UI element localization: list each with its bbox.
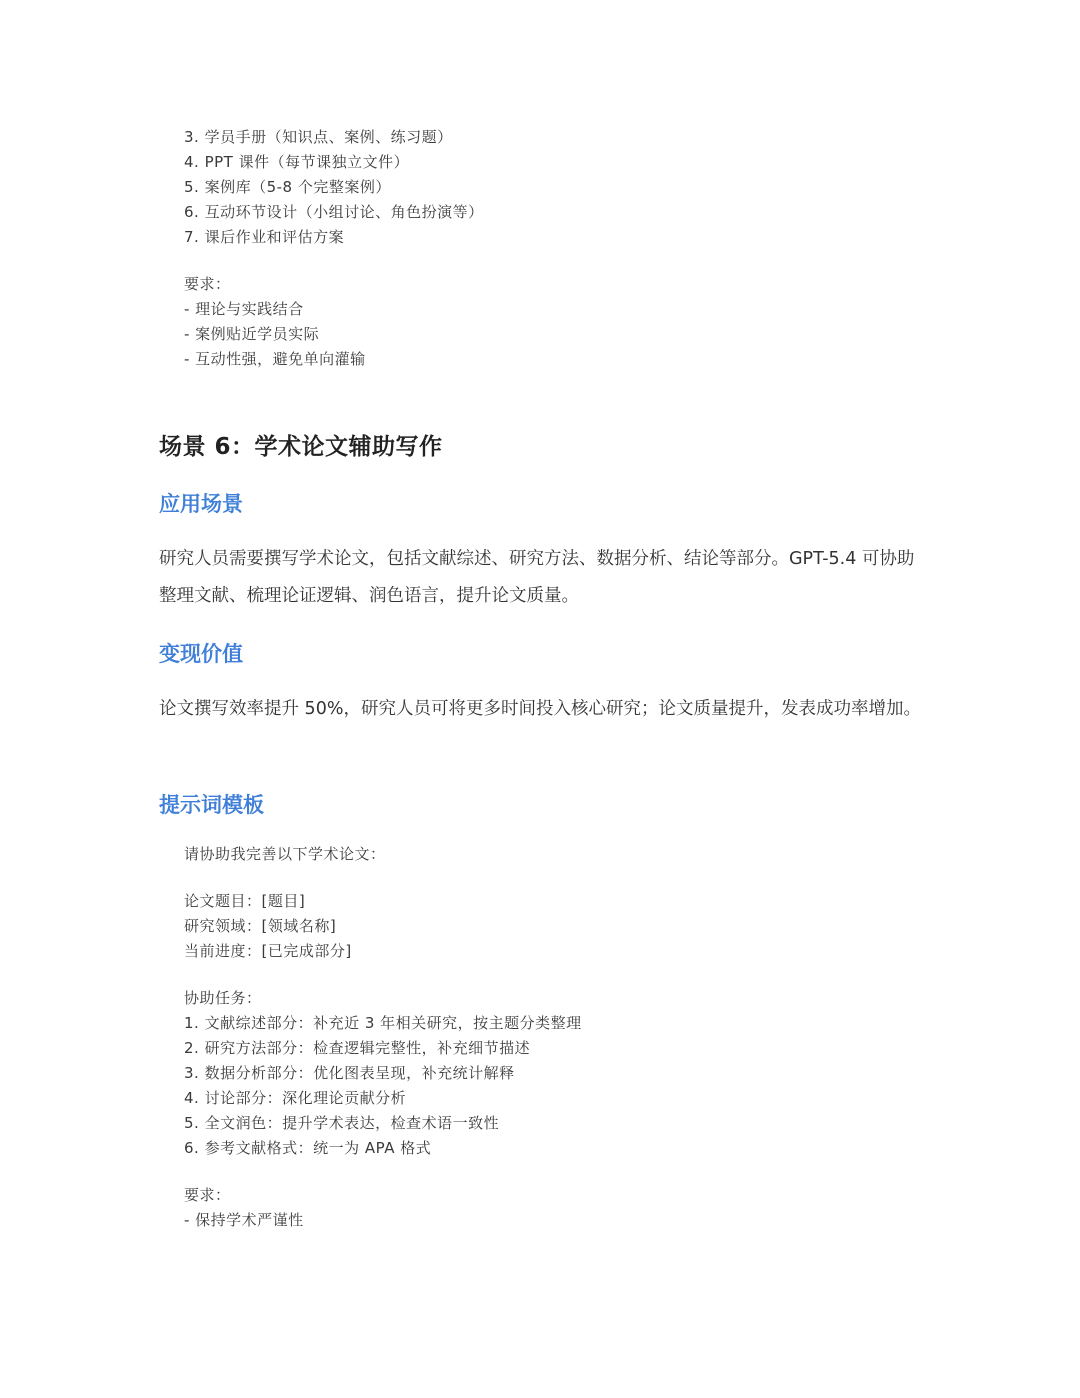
spacer bbox=[184, 867, 582, 889]
scene-title: 场景 6：学术论文辅助写作 bbox=[159, 434, 443, 460]
requirements-label: 要求： bbox=[184, 1186, 231, 1204]
spacer bbox=[184, 250, 484, 272]
requirement-item: - 理论与实践结合 bbox=[184, 300, 304, 318]
task-item: 1. 文献综述部分：补充近 3 年相关研究，按主题分类整理 bbox=[184, 1014, 582, 1032]
prompt-template-heading: 提示词模板 bbox=[159, 793, 264, 817]
task-item: 6. 参考文献格式：统一为 APA 格式 bbox=[184, 1139, 432, 1157]
requirement-item: - 保持学术严谨性 bbox=[184, 1211, 304, 1229]
spacer bbox=[184, 964, 582, 986]
task-item: 4. 讨论部分：深化理论贡献分析 bbox=[184, 1089, 407, 1107]
requirements-label: 要求： bbox=[184, 275, 231, 293]
list-item: 6. 互动环节设计（小组讨论、角色扮演等） bbox=[184, 203, 484, 221]
value-heading: 变现价值 bbox=[159, 642, 243, 666]
requirement-item: - 互动性强，避免单向灌输 bbox=[184, 350, 366, 368]
list-item: 3. 学员手册（知识点、案例、练习题） bbox=[184, 128, 453, 146]
requirement-item: - 案例贴近学员实际 bbox=[184, 325, 320, 343]
value-text: 论文撰写效率提升 50%，研究人员可将更多时间投入核心研究；论文质量提升，发表成功率增加。 bbox=[159, 699, 921, 719]
application-heading: 应用场景 bbox=[159, 492, 243, 516]
prompt-field: 当前进度：[已完成部分] bbox=[184, 942, 352, 960]
prompt-field: 研究领域：[领域名称] bbox=[184, 917, 337, 935]
task-item: 3. 数据分析部分：优化图表呈现，补充统计解释 bbox=[184, 1064, 515, 1082]
application-text: 研究人员需要撰写学术论文，包括文献综述、研究方法、数据分析、结论等部分。GPT-5.4 可协助整理文献、梳理论证逻辑、润色语言，提升论文质量。 bbox=[159, 549, 915, 606]
prompt-intro: 请协助我完善以下学术论文： bbox=[184, 845, 386, 863]
list-item: 7. 课后作业和评估方案 bbox=[184, 228, 345, 246]
list-item: 5. 案例库（5-8 个完整案例） bbox=[184, 178, 391, 196]
task-item: 2. 研究方法部分：检查逻辑完整性，补充细节描述 bbox=[184, 1039, 531, 1057]
spacer bbox=[184, 1161, 582, 1183]
prompt-template-block bbox=[184, 842, 582, 1233]
tasks-label: 协助任务： bbox=[184, 989, 262, 1007]
task-item: 5. 全文润色：提升学术表达，检查术语一致性 bbox=[184, 1114, 500, 1132]
prompt-field: 论文题目：[题目] bbox=[184, 892, 306, 910]
list-item: 4. PPT 课件（每节课独立文件） bbox=[184, 153, 410, 171]
course-deliverables-block bbox=[184, 125, 484, 372]
